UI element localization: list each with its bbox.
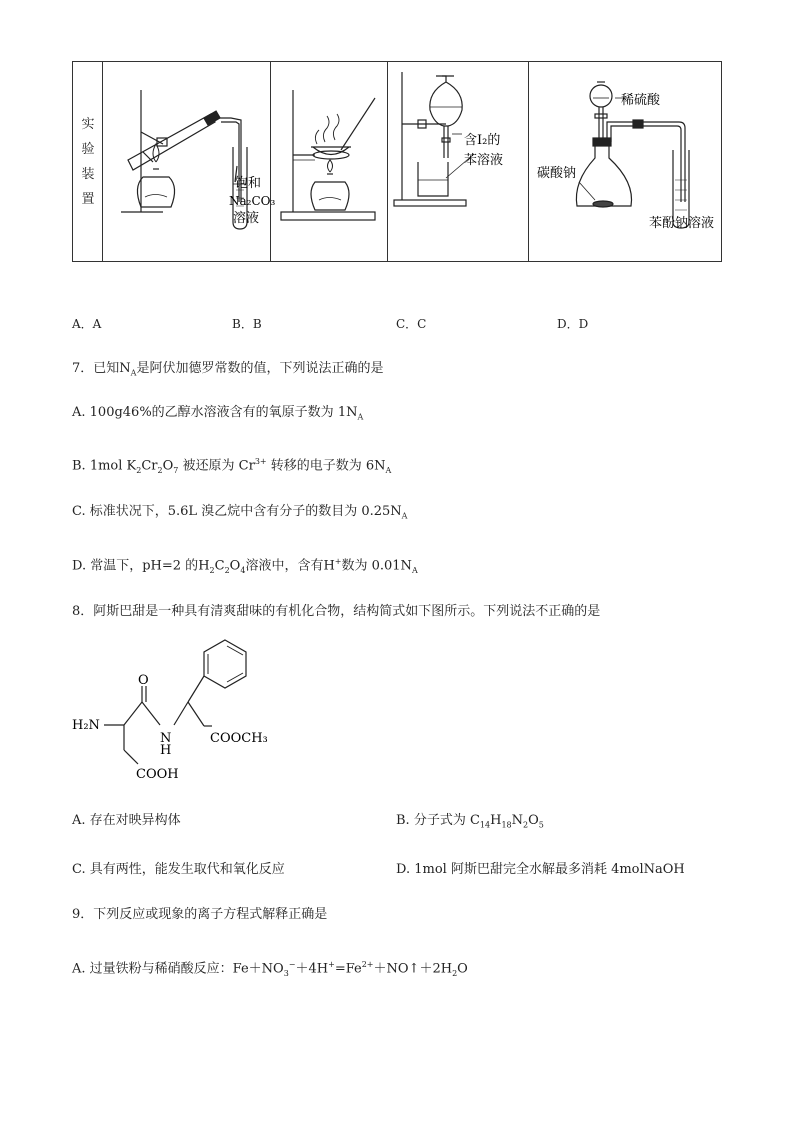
- option-text: A: [357, 412, 364, 422]
- option-text: N: [511, 813, 523, 828]
- q7-stem-text: 7．已知: [72, 361, 120, 376]
- option-text: K: [126, 458, 137, 474]
- option-text: 7: [173, 465, 179, 475]
- option-text: 3: [283, 968, 289, 978]
- option-text: 2: [452, 968, 458, 978]
- option-text: 转移的电子数为 6N: [266, 458, 386, 474]
- option-text: A: [401, 511, 408, 521]
- option-text: B. 1mol: [72, 458, 127, 474]
- option-text: B. 分子式为: [396, 813, 470, 828]
- option-text: C. 标准状况下，5.6L 溴乙烷中含有分子的数目为 0.25N: [72, 504, 402, 519]
- structure-label-n: N: [160, 731, 172, 746]
- label-iodine: 含I₂的: [464, 133, 501, 148]
- option-text: 2: [224, 565, 230, 575]
- option-text: 5: [538, 820, 544, 830]
- option-text: 3+: [254, 457, 267, 466]
- option-text: 2: [209, 565, 215, 575]
- option-text: 14: [479, 820, 491, 830]
- q6-option-c[interactable]: C．C: [396, 317, 427, 331]
- option-text: O: [528, 813, 539, 828]
- apparatus-table: [72, 61, 722, 262]
- q7-option-a[interactable]: [72, 405, 363, 426]
- option-text: O: [457, 961, 468, 977]
- option-text: A. 过量铁粉与稀硝酸反应：Fe＋NO: [72, 961, 284, 977]
- label-solution: 溶液: [233, 211, 260, 226]
- q8-option-d[interactable]: D. 1mol 阿斯巴甜完全水解最多消耗 4molNaOH: [396, 862, 685, 877]
- option-text: A: [411, 565, 418, 575]
- option-text: =Fe: [334, 961, 362, 977]
- q8-option-b[interactable]: [396, 813, 544, 834]
- structure-label-ester: COOCH₃: [210, 731, 268, 746]
- row-label-char: 验: [81, 141, 95, 157]
- option-text: −: [288, 960, 296, 969]
- option-text: 2: [136, 465, 142, 475]
- option-text: 18: [501, 820, 512, 830]
- row-label-char: 实: [81, 116, 95, 132]
- q9-option-a[interactable]: [72, 957, 468, 982]
- option-text: 2+: [361, 960, 374, 969]
- q6-option-d[interactable]: D．D: [557, 317, 589, 331]
- option-text: ＋4H: [295, 961, 329, 977]
- label-sodium-phenoxide: 苯酚钠溶液: [649, 216, 715, 231]
- apparatus-a-drawing: [103, 62, 276, 261]
- option-text: 2: [157, 465, 163, 475]
- apparatus-c-drawing: [388, 62, 528, 261]
- option-text: +: [328, 960, 335, 969]
- q6-option-b[interactable]: B．B: [232, 317, 262, 331]
- q6-option-a[interactable]: A．A: [72, 317, 102, 331]
- apparatus-d-drawing: [529, 62, 721, 261]
- q8-option-c[interactable]: C. 具有两性，能发生取代和氧化反应: [72, 862, 285, 877]
- structure-label-h: H: [160, 743, 172, 758]
- label-dilute-sulfuric-acid: 稀硫酸: [621, 93, 661, 108]
- apparatus-b-drawing: [271, 62, 387, 261]
- option-text: O: [162, 458, 174, 474]
- label-na2co3: Na₂CO₃: [229, 194, 276, 208]
- option-text: 被还原为 Cr: [178, 458, 255, 474]
- option-text: H: [198, 558, 210, 574]
- label-saturated: 饱和: [235, 176, 262, 191]
- option-text: H: [490, 813, 502, 828]
- structure-label-amine: H₂N: [72, 718, 100, 733]
- aspartame-structure: [70, 632, 280, 792]
- option-text: 4: [240, 565, 246, 575]
- q7-option-c[interactable]: [72, 504, 407, 525]
- q7-option-b[interactable]: [72, 454, 391, 479]
- option-text: A. 100g46%的乙醇水溶液含有的氧原子数为 1N: [72, 405, 358, 420]
- option-text: O: [229, 558, 241, 574]
- q7-stem-text: N: [119, 361, 131, 376]
- q7-stem-text: 是阿伏加德罗常数的值，下列说法正确的是: [136, 361, 384, 376]
- label-benzene-solution: 苯溶液: [464, 153, 504, 168]
- q7-option-d[interactable]: [72, 554, 418, 579]
- structure-label-acid: COOH: [136, 767, 179, 782]
- option-text: C: [214, 558, 225, 574]
- q7-stem-text: A: [130, 368, 137, 378]
- q7-stem: [72, 361, 383, 382]
- structure-label-o: O: [138, 673, 149, 688]
- q9-stem: 9．下列反应或现象的离子方程式解释正确是: [72, 907, 328, 922]
- row-label-char: 置: [81, 191, 95, 207]
- option-text: C: [469, 813, 480, 828]
- option-text: ＋NO↑＋2H: [373, 961, 453, 977]
- option-text: Cr: [141, 458, 158, 474]
- option-text: A: [385, 465, 392, 475]
- q8-option-a[interactable]: A. 存在对映异构体: [72, 813, 181, 828]
- q8-stem: 8．阿斯巴甜是一种具有清爽甜味的有机化合物，结构简式如下图所示。下列说法不正确的是: [72, 604, 601, 619]
- option-text: +: [334, 557, 342, 566]
- option-text: 溶液中，含有H: [245, 558, 335, 574]
- row-label: [73, 62, 103, 261]
- option-text: 数为 0.01N: [341, 558, 412, 574]
- row-label-char: 装: [81, 166, 95, 182]
- label-sodium-carbonate: 碳酸钠: [537, 166, 577, 181]
- option-text: 2: [523, 820, 529, 830]
- option-text: D. 常温下，pH=2 的: [72, 558, 199, 574]
